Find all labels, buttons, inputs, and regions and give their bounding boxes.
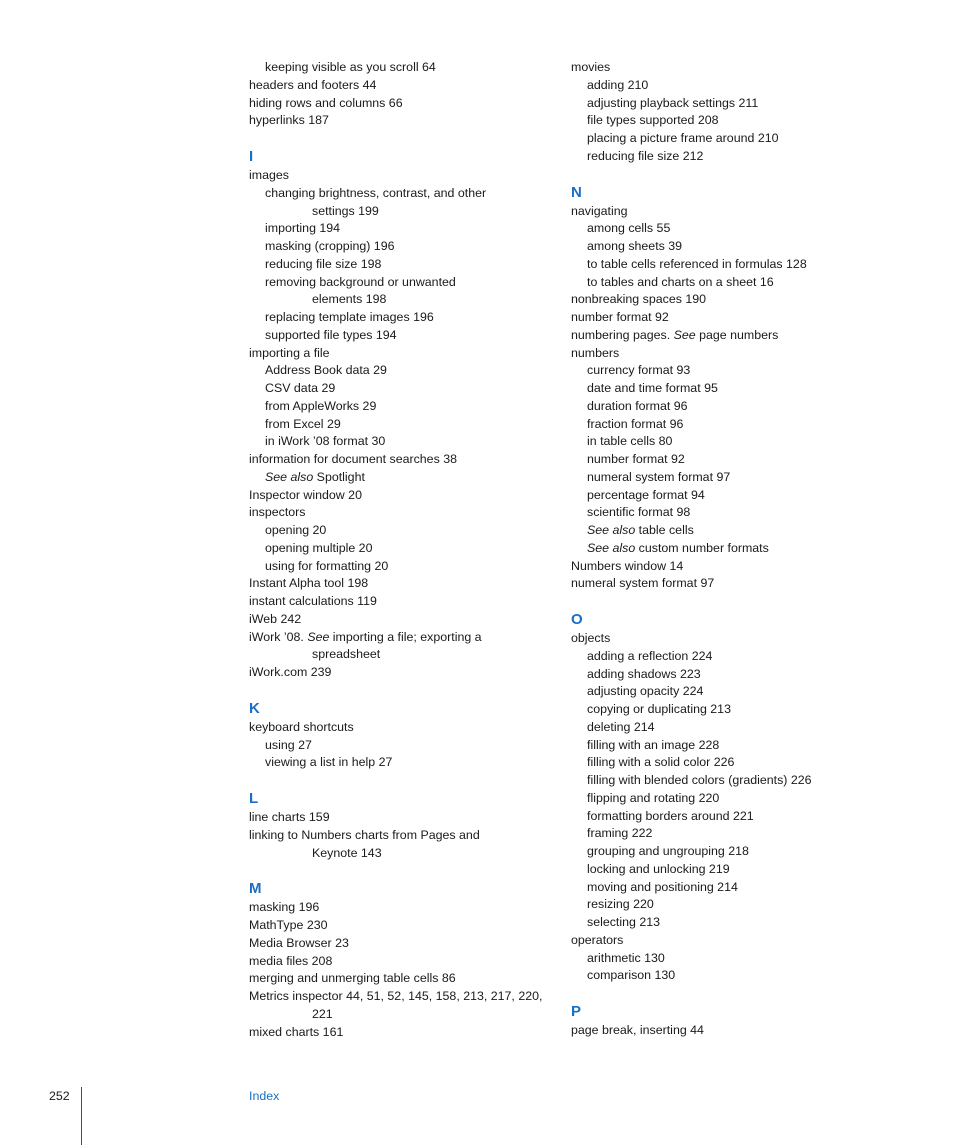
index-subentry: framing 222 xyxy=(587,826,653,841)
index-subentry: adjusting opacity 224 xyxy=(587,684,704,699)
index-subentry: deleting 214 xyxy=(587,719,655,734)
index-entry: nonbreaking spaces 190 xyxy=(571,292,707,307)
index-subentry: comparison 130 xyxy=(587,968,676,983)
index-entry: MathType 230 xyxy=(249,918,328,932)
index-subentry: currency format 93 xyxy=(587,363,691,378)
index-entry-continuation: Keynote 143 xyxy=(312,845,382,860)
index-subentry: changing brightness, contrast, and other xyxy=(265,185,487,200)
index-letter-heading: N xyxy=(571,183,582,201)
index-entry: masking 196 xyxy=(249,900,320,915)
index-subentry: importing 194 xyxy=(265,221,341,236)
index-subentry: using 27 xyxy=(265,737,312,752)
index-entry: iWeb 242 xyxy=(249,611,302,626)
index-entry: Inspector window 20 xyxy=(249,487,362,502)
index-entry-term: iWork ’08. xyxy=(249,629,308,644)
index-subentry: Address Book data 29 xyxy=(265,363,387,378)
see-reference-label: See also xyxy=(587,540,636,555)
index-subentry: among sheets 39 xyxy=(587,239,683,253)
index-letter-heading: M xyxy=(249,880,262,898)
index-subentry: opening 20 xyxy=(265,523,327,537)
index-entry: mixed charts 161 xyxy=(249,1024,344,1039)
index-subentry: in table cells 80 xyxy=(587,434,673,449)
index-entry-continuation: elements 198 xyxy=(312,292,387,307)
index-entry-continuation: settings 199 xyxy=(312,203,379,218)
index-subentry: using for formatting 20 xyxy=(265,558,389,573)
index-cross-reference xyxy=(249,469,549,487)
see-reference-target: importing a file; exporting a xyxy=(329,629,482,644)
see-reference-target: custom number formats xyxy=(635,540,769,555)
index-entry: navigating xyxy=(571,203,628,218)
index-letter-heading: P xyxy=(571,1003,582,1020)
index-subentry: selecting 213 xyxy=(587,915,661,929)
index-subentry: percentage format 94 xyxy=(587,487,705,502)
index-letter-heading: K xyxy=(249,699,260,717)
index-subentry: resizing 220 xyxy=(587,897,654,912)
index-subentry: locking and unlocking 219 xyxy=(587,861,730,876)
index-entry-continuation: spreadsheet xyxy=(312,647,381,662)
index-subentry: formatting borders around 221 xyxy=(587,808,754,823)
index-entry: numbers xyxy=(571,345,620,360)
index-subentry: filling with a solid color 226 xyxy=(587,755,735,770)
index-subentry: flipping and rotating 220 xyxy=(587,790,720,805)
index-subentry: masking (cropping) 196 xyxy=(265,239,395,253)
index-subentry: adding a reflection 224 xyxy=(587,648,713,663)
index-subentry: from Excel 29 xyxy=(265,416,341,431)
see-reference-label: See also xyxy=(587,523,636,537)
index-entry: numeral system format 97 xyxy=(571,576,715,591)
index-subentry: filling with blended colors (gradients) 226 xyxy=(587,773,812,787)
index-subentry: replacing template images 196 xyxy=(265,310,434,324)
index-cross-reference xyxy=(571,522,861,540)
see-reference-target: page numbers xyxy=(695,327,779,342)
index-entry: page break, inserting 44 xyxy=(571,1023,704,1037)
index-entry: objects xyxy=(571,631,611,645)
index-entry: importing a file xyxy=(249,345,330,360)
index-entry: linking to Numbers charts from Pages and xyxy=(249,827,480,842)
index-subentry: viewing a list in help 27 xyxy=(265,755,393,770)
index-entry: images xyxy=(249,168,289,182)
index-subentry: supported file types 194 xyxy=(265,327,397,342)
index-entry: Instant Alpha tool 198 xyxy=(249,576,369,591)
index-subentry: in iWork ’08 format 30 xyxy=(265,434,386,449)
index-subentry: among cells 55 xyxy=(587,221,671,236)
index-entry: instant calculations 119 xyxy=(249,594,377,608)
index-entry: keyboard shortcuts xyxy=(249,719,354,734)
index-subentry: reducing file size 212 xyxy=(587,148,704,163)
index-entry: inspectors xyxy=(249,505,306,520)
index-subentry: scientific format 98 xyxy=(587,505,691,520)
index-entry: media files 208 xyxy=(249,953,333,968)
index-entry: hiding rows and columns 66 xyxy=(249,95,403,110)
index-entry: Numbers window 14 xyxy=(571,558,684,573)
index-entry: line charts 159 xyxy=(249,810,330,824)
folio-divider xyxy=(81,1087,82,1145)
index-subentry: grouping and ungrouping 218 xyxy=(587,844,749,858)
index-subentry: keeping visible as you scroll 64 xyxy=(265,60,436,74)
see-reference-label: See xyxy=(307,629,330,644)
index-subentry: from AppleWorks 29 xyxy=(265,398,377,413)
index-subentry: file types supported 208 xyxy=(587,113,719,128)
index-entry: merging and unmerging table cells 86 xyxy=(249,971,456,986)
index-entry-continuation: 221 xyxy=(312,1006,333,1021)
index-entry: Metrics inspector 44, 51, 52, 145, 158, 213, 217, 220, xyxy=(249,989,543,1003)
see-reference-target: table cells xyxy=(635,523,694,537)
index-subentry: to table cells referenced in formulas 128 xyxy=(587,256,807,271)
index-cross-reference xyxy=(249,629,549,647)
index-subentry: date and time format 95 xyxy=(587,381,718,395)
index-subentry: opening multiple 20 xyxy=(265,540,373,555)
index-cross-reference xyxy=(571,540,861,558)
see-reference-label: See also xyxy=(265,469,314,484)
index-subentry: arithmetic 130 xyxy=(587,950,665,965)
index-subentry: numeral system format 97 xyxy=(587,469,731,484)
index-entry: operators xyxy=(571,932,624,947)
see-reference-target: Spotlight xyxy=(313,469,365,484)
index-entry: Media Browser 23 xyxy=(249,935,349,950)
index-letter-heading: O xyxy=(571,611,583,628)
index-subentry: adding 210 xyxy=(587,77,649,92)
index-entry-term: numbering pages. xyxy=(571,327,674,342)
index-subentry: to tables and charts on a sheet 16 xyxy=(587,274,774,289)
index-letter-heading: I xyxy=(249,148,254,165)
index-entry: number format 92 xyxy=(571,310,669,324)
index-entry: information for document searches 38 xyxy=(249,452,457,466)
index-entry: headers and footers 44 xyxy=(249,77,377,92)
index-column-left xyxy=(249,59,549,1041)
index-entry: hyperlinks 187 xyxy=(249,113,329,128)
index-entry: iWork.com 239 xyxy=(249,665,332,679)
index-subentry: duration format 96 xyxy=(587,398,688,413)
index-entry: movies xyxy=(571,60,611,74)
index-subentry: moving and positioning 214 xyxy=(587,879,738,894)
index-subentry: fraction format 96 xyxy=(587,416,684,431)
index-cross-reference xyxy=(571,327,861,345)
index-subentry: filling with an image 228 xyxy=(587,737,720,752)
page-number: 252 xyxy=(49,1089,70,1103)
index-subentry: adjusting playback settings 211 xyxy=(587,95,759,110)
index-subentry: placing a picture frame around 210 xyxy=(587,131,779,145)
index-subentry: CSV data 29 xyxy=(265,381,336,395)
footer-section-label: Index xyxy=(249,1089,280,1103)
index-subentry: adding shadows 223 xyxy=(587,666,701,681)
index-subentry: reducing file size 198 xyxy=(265,256,382,271)
index-column-right xyxy=(571,59,861,1040)
index-subentry: number format 92 xyxy=(587,452,685,466)
index-letter-heading: L xyxy=(249,790,259,807)
index-subentry: copying or duplicating 213 xyxy=(587,702,731,716)
see-reference-label: See xyxy=(673,327,696,342)
index-subentry: removing background or unwanted xyxy=(265,274,456,289)
